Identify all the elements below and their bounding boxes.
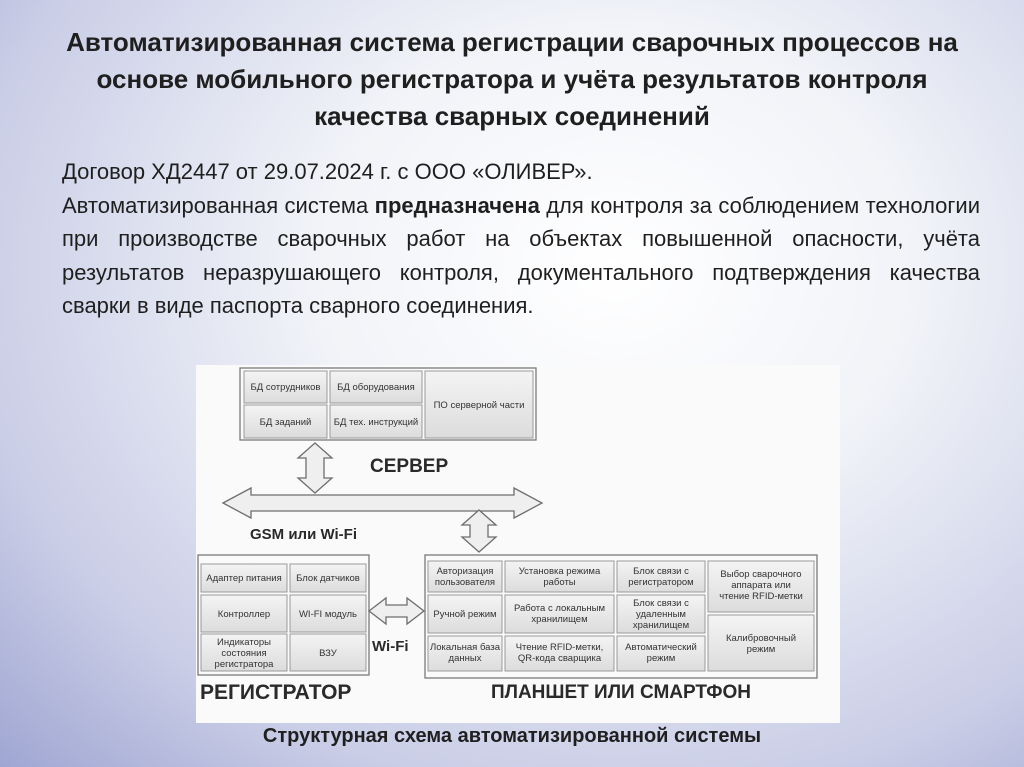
tablet-link-arrow bbox=[462, 510, 496, 552]
db-tasks-label: БД заданий bbox=[259, 417, 312, 428]
description-rest: для контроля за соблюдением технологии при производстве сварочных работ на объектах повышенной опасности, учёта результатов неразрушающего контроля, документального подтверждения качества сварки в виде паспорта сварного соединения. bbox=[62, 192, 980, 318]
body-text bbox=[62, 155, 980, 323]
comm-remote-label-3: хранилищем bbox=[632, 620, 690, 631]
mode-set-label-1: Установка режима bbox=[518, 566, 601, 577]
weld-select-label-1: Выбор сварочного bbox=[720, 569, 802, 580]
auto-mode-label-2: режим bbox=[646, 653, 676, 664]
caption-text: Структурная схема автоматизированной системы bbox=[262, 725, 762, 747]
power-adapter-label: Адаптер питания bbox=[206, 573, 282, 584]
weld-select-label-2: аппарата или bbox=[731, 580, 791, 591]
local-db-label-2: данных bbox=[448, 653, 482, 664]
indicators-label-2: состояния bbox=[221, 648, 267, 659]
db-equipment-label: БД оборудования bbox=[337, 382, 415, 393]
calibration-label-2: режим bbox=[746, 644, 776, 655]
diagram-caption bbox=[60, 725, 1024, 748]
comm-remote-label-1: Блок связи с bbox=[633, 598, 689, 609]
mode-set-label-2: работы bbox=[543, 577, 576, 588]
comm-remote-label-2: удаленным bbox=[636, 609, 686, 620]
wifi-module-label: WI-FI модуль bbox=[298, 609, 358, 620]
indicators-label-1: Индикаторы bbox=[216, 637, 272, 648]
rfid-read-label-1: Чтение RFID-метки, bbox=[515, 642, 604, 653]
auto-mode-label-1: Автоматический bbox=[625, 642, 697, 653]
indicators-label-3: регистратора bbox=[214, 659, 274, 670]
description-start: Автоматизированная система bbox=[62, 192, 375, 218]
network-label: GSM или Wi-Fi bbox=[250, 526, 357, 543]
local-storage-label-2: хранилищем bbox=[531, 614, 588, 625]
calibration-label-1: Калибровочный bbox=[725, 633, 797, 644]
description-paragraph bbox=[62, 189, 980, 323]
sensor-block-label: Блок датчиков bbox=[296, 573, 360, 584]
charger-label: ВЗУ bbox=[319, 648, 337, 659]
comm-recorder-label-2: регистратором bbox=[628, 577, 694, 588]
db-instructions-label: БД тех. инструкций bbox=[333, 417, 419, 428]
server-software-label: ПО серверной части bbox=[433, 400, 525, 411]
server-label: СЕРВЕР bbox=[370, 456, 449, 477]
controller-label: Контроллер bbox=[217, 609, 271, 620]
auth-label-2: пользователя bbox=[434, 577, 496, 588]
weld-select-label-3: чтение RFID-метки bbox=[719, 591, 803, 602]
db-staff-label: БД сотрудников bbox=[250, 382, 321, 393]
comm-recorder-label-1: Блок связи с bbox=[633, 566, 689, 577]
auth-label-1: Авторизация bbox=[436, 566, 494, 577]
structure-diagram bbox=[196, 365, 840, 723]
manual-mode-label: Ручной режим bbox=[433, 609, 497, 620]
rfid-read-label-2: QR-кода сварщика bbox=[517, 653, 602, 664]
slide-title: Автоматизированная система регистрации сварочных процессов на основе мобильного регистратора и учёта результатов контроля качества сварных соединений bbox=[66, 27, 958, 131]
server-link-arrow bbox=[298, 443, 332, 493]
description-bold: предназначена bbox=[374, 192, 540, 218]
diagram-svg bbox=[196, 365, 840, 723]
wifi-arrow bbox=[369, 598, 424, 624]
local-storage-label-1: Работа с локальным bbox=[513, 603, 606, 614]
wifi-label: Wi-Fi bbox=[372, 638, 409, 655]
recorder-label: РЕГИСТРАТОР bbox=[200, 681, 352, 704]
tablet-label: ПЛАНШЕТ ИЛИ СМАРТФОН bbox=[490, 682, 752, 703]
contract-line: Договор ХД2447 от 29.07.2024 г. с ООО «ОЛИВЕР». bbox=[62, 159, 593, 184]
local-db-label-1: Локальная база bbox=[429, 642, 501, 653]
network-arrow bbox=[223, 488, 542, 518]
